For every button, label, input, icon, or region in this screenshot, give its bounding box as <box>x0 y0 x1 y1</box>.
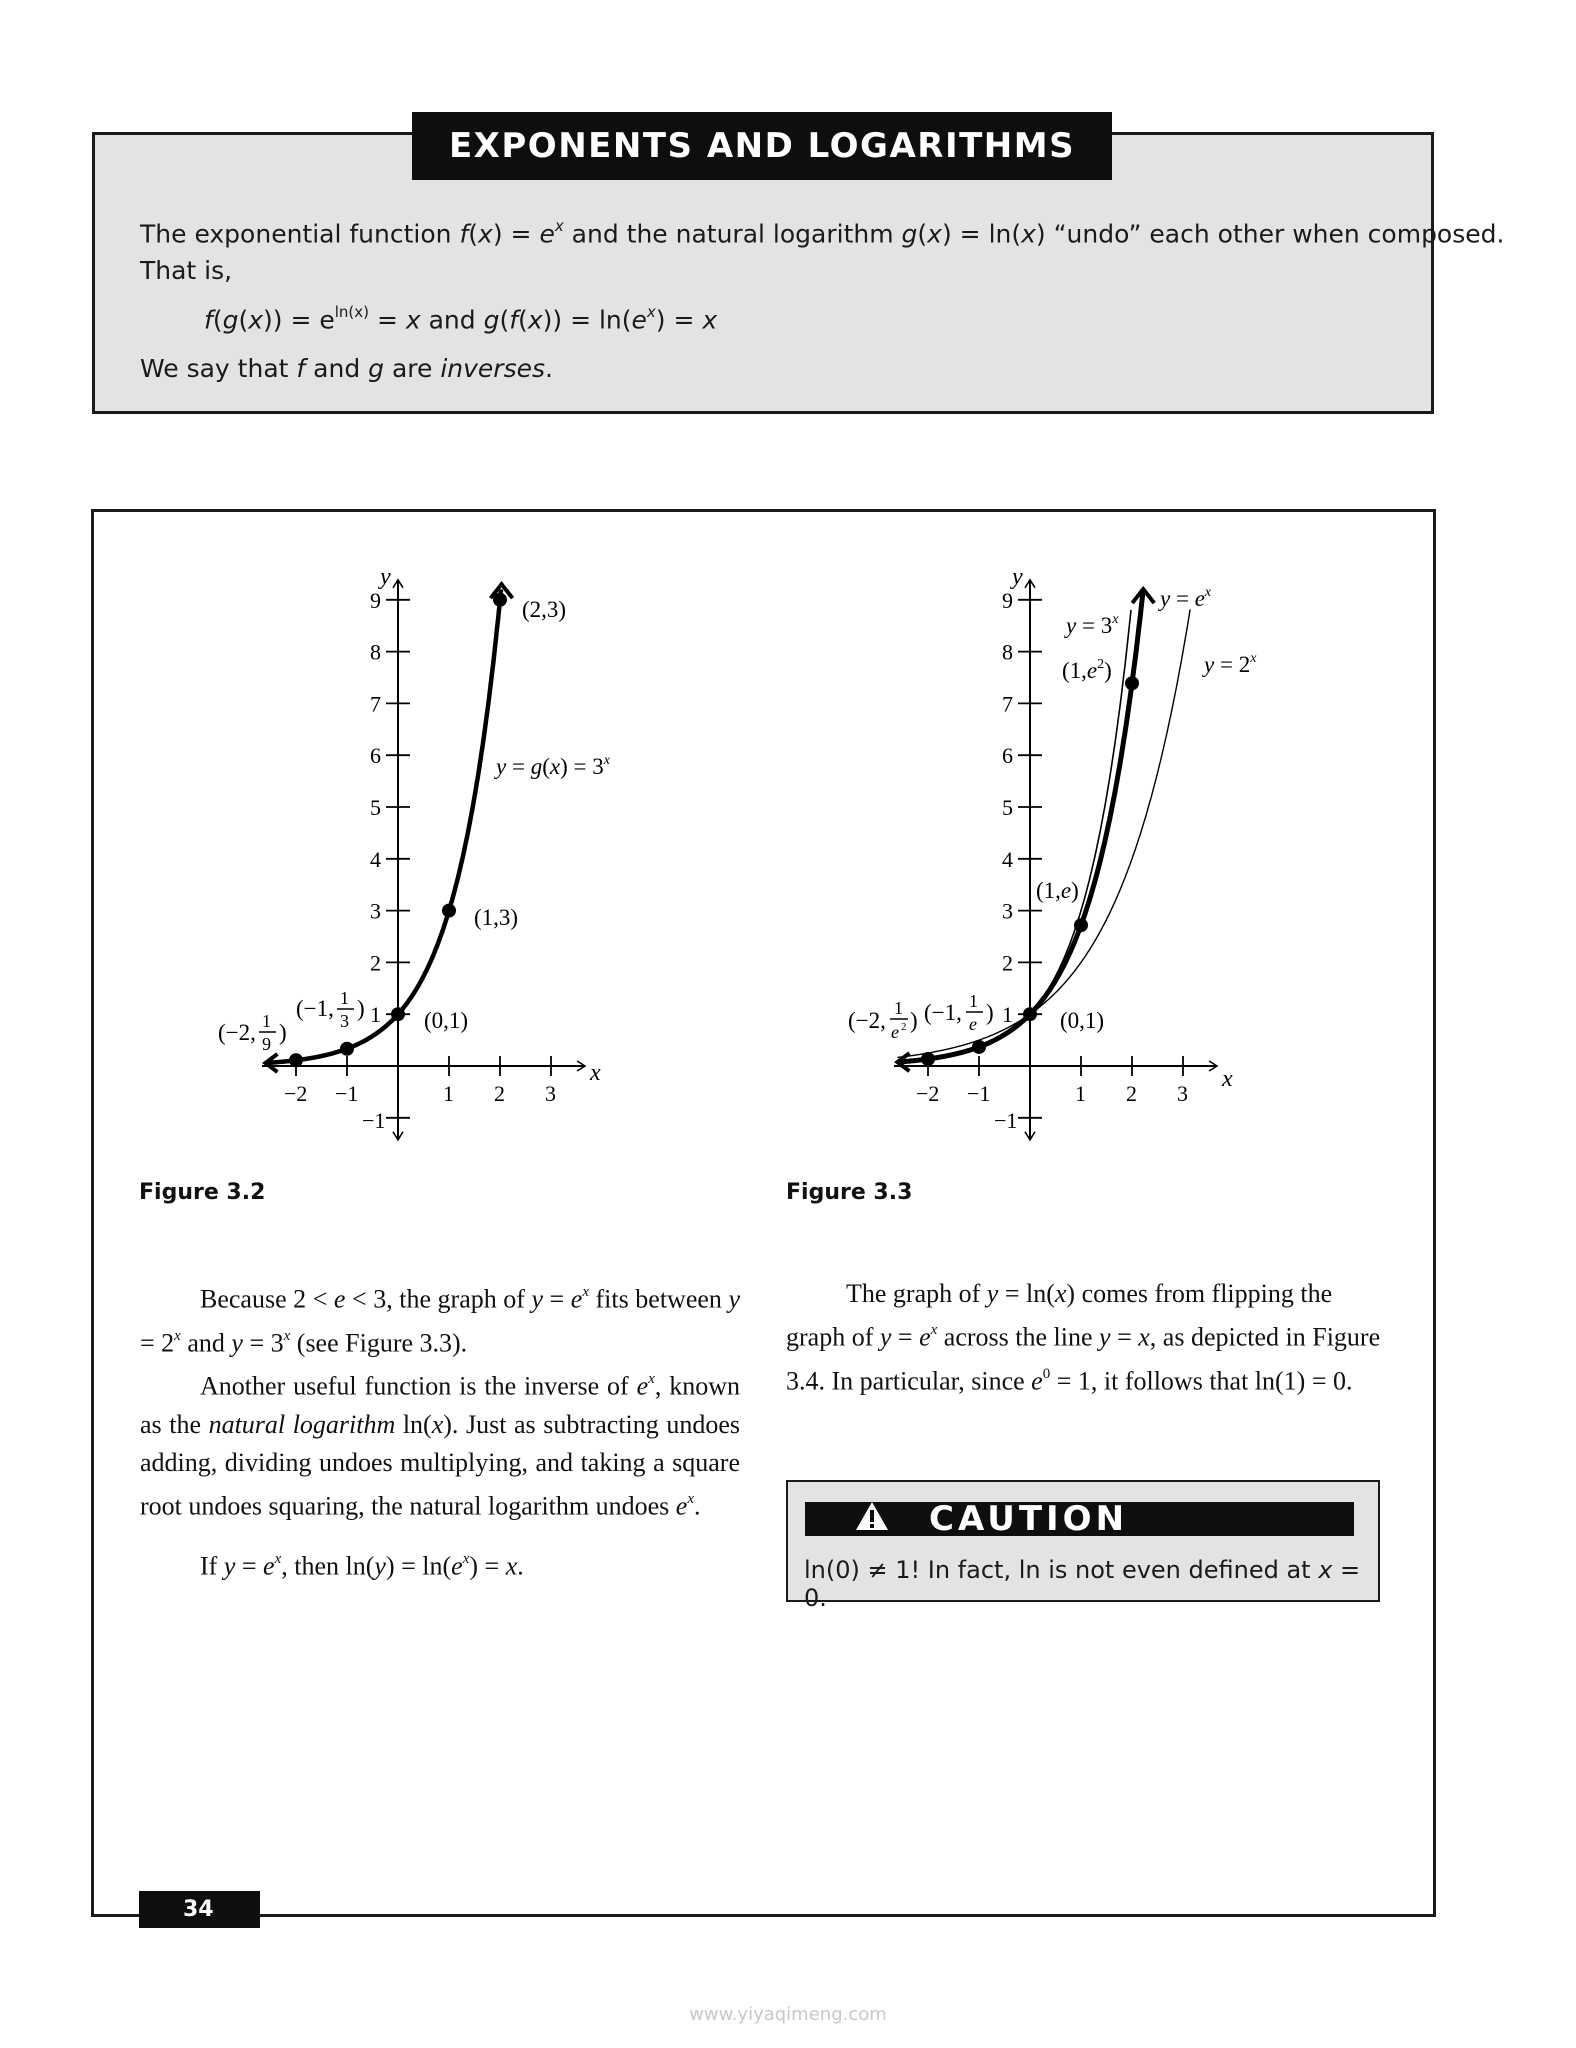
caution-header <box>805 1499 1354 1539</box>
y-tick-label: 7 <box>1002 691 1013 717</box>
caution-box <box>786 1480 1380 1612</box>
svg-text:): ) <box>910 1008 918 1033</box>
axis-label-y: y <box>1012 564 1023 590</box>
svg-text:): ) <box>986 1000 994 1025</box>
axis-label-x: x <box>1222 1066 1233 1092</box>
point-label-1-3: (1,3) <box>474 905 519 930</box>
svg-text:): ) <box>357 996 365 1021</box>
y-tick-label: 9 <box>1002 587 1013 613</box>
svg-text:1: 1 <box>894 998 903 1018</box>
axis-label-y: y <box>380 564 391 590</box>
watermark: www.yiyaqimeng.com <box>689 2004 887 2025</box>
figure-3-2-caption: Figure 3.2 <box>139 1180 266 1205</box>
svg-text:(−1,: (−1, <box>924 1000 962 1025</box>
y-tick-label: 6 <box>370 743 381 769</box>
y-tick-label: 5 <box>1002 795 1013 820</box>
svg-text:3: 3 <box>340 1011 349 1031</box>
y-tick-label: 2 <box>1002 950 1013 976</box>
svg-text:1: 1 <box>340 988 349 1008</box>
y-tick-label: 3 <box>370 898 381 924</box>
page-number: 34 <box>139 1891 260 1928</box>
curve-label-2-pow-x: $y = 2^x$ <box>1204 651 1257 677</box>
log-equation: If $y = e^x$, then $\ln(y) = \ln(e^x) = x$. <box>200 1550 524 1581</box>
y-tick-label: 3 <box>1002 898 1013 924</box>
data-point <box>1125 676 1139 690</box>
y-tick-label: 2 <box>370 950 381 976</box>
section-title: EXPONENTS AND LOGARITHMS <box>412 112 1112 180</box>
figure-3-3-caption: Figure 3.3 <box>786 1180 913 1205</box>
y-tick-label: 6 <box>1002 743 1013 769</box>
x-tick-label: −2 <box>284 1081 308 1106</box>
svg-text:1: 1 <box>969 991 978 1011</box>
paragraph: Because 2 < e < 3, the graph of $y = e^x$ fits between $y = 2^x$ and $y = 3^x$ (see Figure 3.3). <box>140 1284 740 1358</box>
y-tick-label: 9 <box>370 587 381 613</box>
curve-label-3-pow-x: $y = 3^x$ <box>1066 612 1119 638</box>
svg-text:e: e <box>891 1022 899 1042</box>
caution-text: ln(0) ≠ 1! In fact, ln is not even defined at x = 0. <box>804 1556 1361 1612</box>
x-tick-label: −1 <box>967 1081 991 1106</box>
y-tick-label: 1 <box>1002 1002 1013 1028</box>
svg-text:(−2,: (−2, <box>848 1008 886 1033</box>
paragraph: Another useful function is the inverse of $e^x$, known as the natural logarithm ln(x). Just as subtracting undoes adding, dividing undoes multiplying, and taking a square root undoes squaring, the natural logarithm undoes $e^x$. <box>140 1371 740 1521</box>
point-label-neg2 <box>848 998 918 1042</box>
inverse-equation: $f(g(x)) = e^{ln(x)} = x$ and $g(f(x)) = \ln(e^x) = x$ <box>204 303 718 335</box>
svg-text:2: 2 <box>901 1021 907 1033</box>
caution-title: CAUTION <box>929 1499 1129 1539</box>
y-tick-label: 4 <box>1002 846 1013 872</box>
point-label-1-e: (1,e) <box>1036 878 1079 903</box>
x-tick-label: −1 <box>335 1081 359 1106</box>
data-point <box>972 1040 986 1054</box>
svg-text:9: 9 <box>262 1034 271 1054</box>
body-text-right <box>786 1275 1386 1400</box>
curve-label-e-pow-x: $y = e^x$ <box>1160 585 1212 611</box>
curve-2-pow-x <box>897 609 1190 1057</box>
body-text-left <box>140 1275 740 1585</box>
definition-line-2: That is, <box>140 256 233 285</box>
x-tick-label: 2 <box>1126 1081 1137 1106</box>
x-tick-label: 3 <box>545 1081 556 1106</box>
x-tick-label: 1 <box>443 1081 454 1106</box>
svg-text:1: 1 <box>262 1011 271 1031</box>
x-tick-label: 1 <box>1075 1081 1086 1106</box>
x-tick-label: 3 <box>1177 1081 1188 1106</box>
y-tick-label: 1 <box>370 1002 381 1028</box>
y-tick-label: −1 <box>994 1107 1018 1133</box>
x-tick-label: 2 <box>494 1081 505 1106</box>
paragraph: The graph of y = ln(x) comes from flipping the graph of $y = e^x$ across the line y = x, as depicted in Figure 3.4. In particular, since $e^0 = 1$, it follows that ln(1) = 0. <box>786 1279 1381 1396</box>
y-tick-label: 8 <box>1002 639 1013 665</box>
axis-label-x: x <box>590 1060 601 1086</box>
y-tick-label: 5 <box>370 795 381 820</box>
data-point <box>1023 1007 1037 1021</box>
warning-icon <box>855 1501 889 1538</box>
point-label-0-1: (0,1) <box>424 1008 469 1033</box>
y-tick-label: 8 <box>370 639 381 665</box>
point-label-1-e2: $(1,e^2)$ <box>1062 657 1112 683</box>
point-label-neg1 <box>924 991 994 1034</box>
data-point <box>1074 918 1088 932</box>
y-tick-label: 7 <box>370 691 381 717</box>
definition-line-1: The exponential function $f(x) = e^x$ and the natural logarithm g(x) = ln(x) “undo” each other when composed. <box>140 217 1505 249</box>
x-tick-label: −2 <box>916 1081 940 1106</box>
svg-text:(−2,: (−2, <box>218 1020 256 1045</box>
point-label-2-3: (2,3) <box>522 597 567 622</box>
y-tick-label: 4 <box>370 846 381 872</box>
svg-text:e: e <box>969 1014 977 1034</box>
curve-label-3-pow-x: $y = g(x) = 3^x$ <box>496 753 610 779</box>
svg-text:(−1,: (−1, <box>296 996 334 1021</box>
svg-text:): ) <box>279 1020 287 1045</box>
y-tick-label: −1 <box>362 1107 386 1133</box>
point-label-0-1: (0,1) <box>1060 1008 1105 1033</box>
definition-line-3: We say that f and g are inverses. <box>140 354 553 383</box>
data-point <box>921 1052 935 1066</box>
